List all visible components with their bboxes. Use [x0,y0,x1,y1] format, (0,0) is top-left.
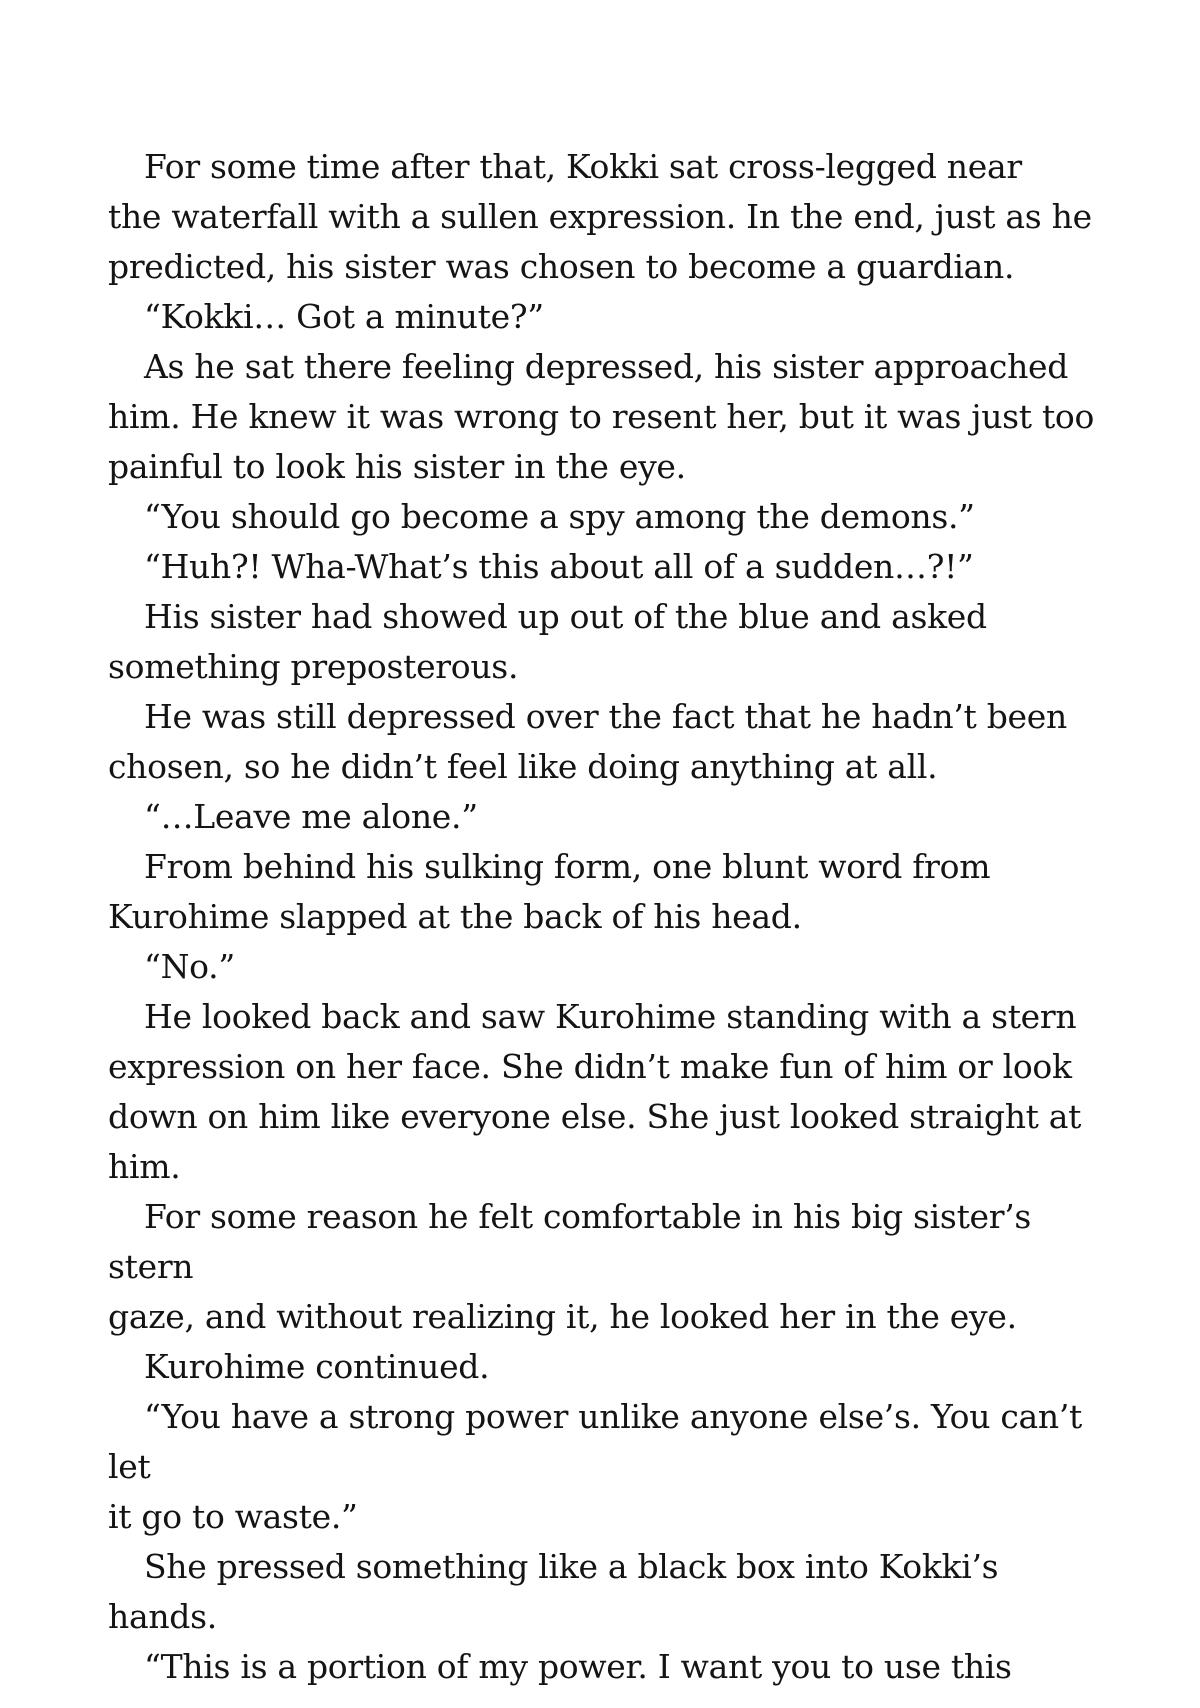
paragraph: For some time after that, Kokki sat cross-legged near the waterfall with a sullen expression. In the end, just as he predicted, his sister was chosen to become a guardian. [108,147,1092,286]
paragraph: Kurohime continued. [144,1347,490,1386]
paragraph: He looked back and saw Kurohime standing with a stern expression on her face. She didn’t make fun of him or look down on him like everyone else. She just looked straight at him. [108,997,1082,1186]
paragraph: “This is a portion of my power. I want you to use this [144,1647,1012,1686]
paragraph: “Kokki… Got a minute?” [144,297,544,336]
paragraph: “…Leave me alone.” [144,797,478,836]
paragraph: He was still depressed over the fact that he hadn’t been chosen, so he didn’t feel like doing anything at all. [108,697,1067,786]
paragraph: “You should go become a spy among the demons.” [144,497,975,536]
paragraph: His sister had showed up out of the blue and asked something preposterous. [108,597,987,686]
paragraph: From behind his sulking form, one blunt word from Kurohime slapped at the back of his head. [108,847,991,936]
paragraph: She pressed something like a black box into Kokki’s hands. [108,1547,999,1636]
paragraph: “Huh?! Wha-What’s this about all of a sudden…?!” [144,547,974,586]
paragraph: As he sat there feeling depressed, his sister approached him. He knew it was wrong to resent her, but it was just too painful to look his sister in the eye. [108,347,1095,486]
page-text [108,142,1108,1692]
paragraph: For some reason he felt comfortable in his big sister’s stern gaze, and without realizing it, he looked her in the eye. [108,1197,1032,1336]
paragraph: “No.” [144,947,235,986]
paragraph: “You have a strong power unlike anyone else’s. You can’t let it go to waste.” [108,1397,1082,1536]
